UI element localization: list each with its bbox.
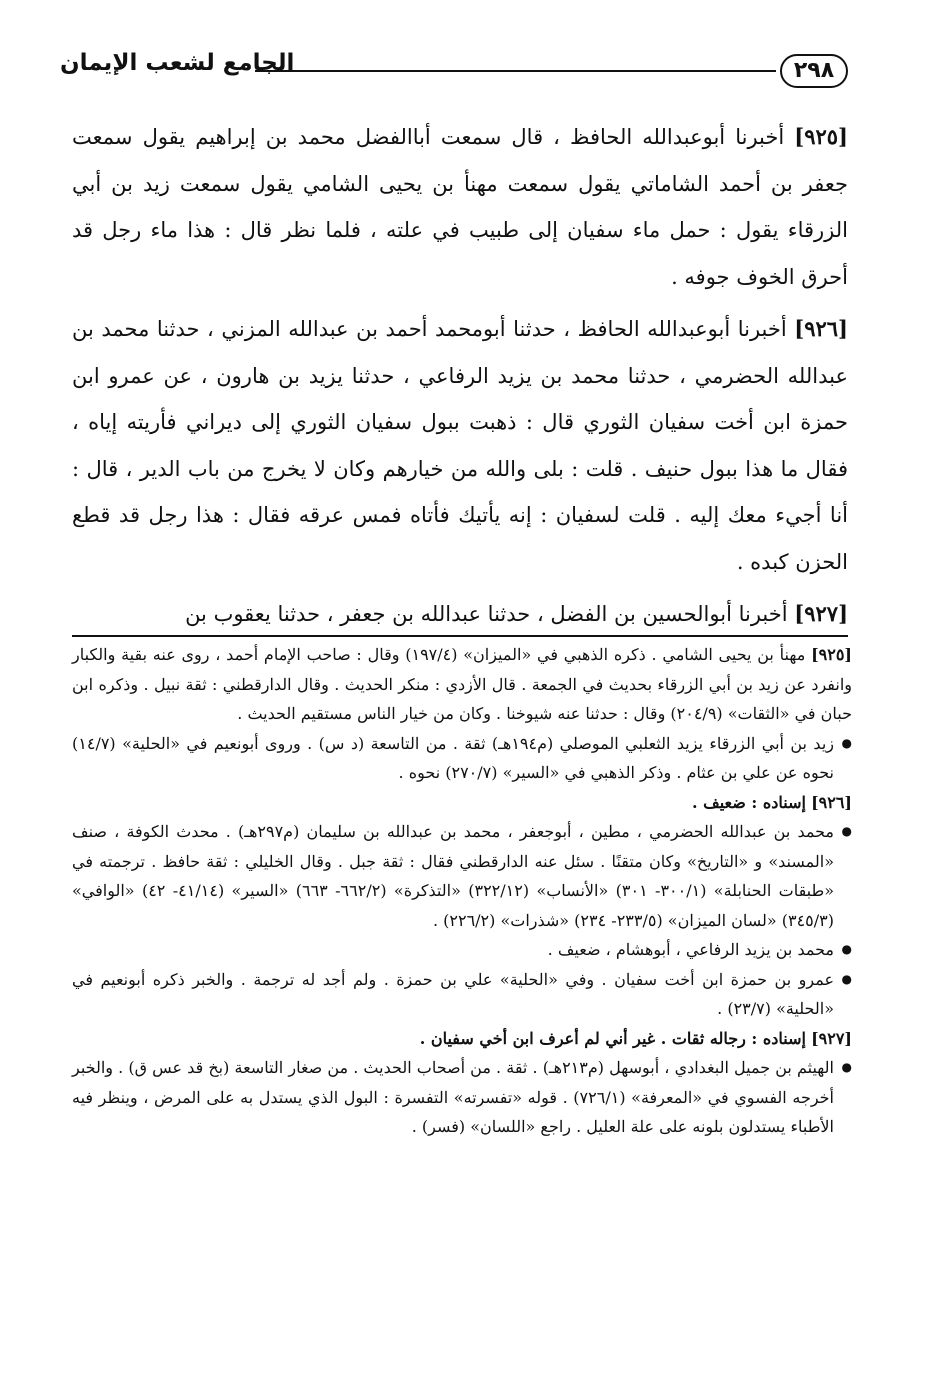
main-text <box>72 114 848 638</box>
note-number: [٩٢٧] <box>811 1028 852 1048</box>
hadith-number: [٩٢٥] <box>794 124 848 149</box>
header-rule <box>255 70 776 72</box>
hadith-text: أخبرنا أبوعبدالله الحافظ ، قال سمعت أباالفضل محمد بن إبراهيم يقول سمعت جعفر بن أحمد الشاماتي يقول سمعت مهنأ بن يحيى الشامي يقول سمعت زيد بن أبي الزرقاء يقول : حمل ماء سفيان إلى طبيب في علته ، فلما نظر قال : هذا ماء رجل قد أحرق الخوف جوفه . <box>72 125 848 289</box>
running-header <box>60 48 848 98</box>
hadith-927 <box>72 591 848 638</box>
note-bullet: ● محمد بن يزيد الرفاعي ، أبوهشام ، ضعيف . <box>72 935 852 965</box>
note-bullet: ● زيد بن أبي الزرقاء يزيد الثعلبي الموصلي (م١٩٤هـ) ثقة . من التاسعة (د س) . وروى أبونعيم في «الحلية» (١٤/٧) نحوه عن علي بن عثام . وذكر الذهبي في «السير» (٢٧٠/٧) نحوه . <box>72 729 852 788</box>
note-926 <box>72 788 852 818</box>
note-heading: إسناده : رجاله ثقات . غير أني لم أعرف ابن أخي سفيان . <box>419 1028 806 1048</box>
note-heading: إسناده : ضعيف . <box>692 792 806 812</box>
note-bullet: ● عمرو بن حمزة ابن أخت سفيان . وفي «الحلية» علي بن حمزة . ولم أجد له ترجمة . والخبر ذكره أبونعيم في «الحلية» (٢٣/٧) . <box>72 965 852 1024</box>
note-bullet: ● الهيثم بن جميل البغدادي ، أبوسهل (م٢١٣هـ) . ثقة . من أصحاب الحديث . من صغار التاسعة (بخ قد عس ق) . والخبر أخرجه الفسوي في «المعرفة» (٧٢٦/١) . قوله «تفسرته» التفسرة : البول الذي يستدل به على المرض ، وينظر فيه الأطباء يستدلون بلونه على علة العليل . راجع «اللسان» (فسر) . <box>72 1053 852 1142</box>
note-927 <box>72 1024 852 1054</box>
note-bullet: ● محمد بن عبدالله الحضرمي ، مطين ، أبوجعفر ، محمد بن عبدالله بن سليمان (م٢٩٧هـ) . محدث الكوفة ، صنف «المسند» و «التاريخ» وكان متقنًا . سئل عنه الدارقطني فقال : ثقة جبل . وقال الخليلي : ثقة حافظ . ترجمته في «طبقات الحنابلة» (٣٠٠/١- ٣٠١) «الأنساب» (٣٢٢/١٢) «التذكرة» (٦٦٢/٢- ٦٦٣) «السير» (٤١/١٤- ٤٢) «الوافي» (٣٤٥/٣) «لسان الميزان» (٢٣٣/٥- ٢٣٤) «شذرات» (٢٢٦/٢) . <box>72 817 852 935</box>
note-925 <box>72 640 852 729</box>
page-number: ٢٩٨ <box>780 54 848 88</box>
note-number: [٩٢٦] <box>811 792 852 812</box>
hadith-number: [٩٢٦] <box>794 316 848 341</box>
hadith-926 <box>72 306 848 585</box>
hadith-text: أخبرنا أبوعبدالله الحافظ ، حدثنا أبومحمد أحمد بن عبدالله المزني ، حدثنا محمد بن عبدالله الحضرمي ، حدثنا محمد بن يزيد الرفاعي ، حدثنا يزيد بن هارون ، عن عمرو ابن حمزة ابن أخت سفيان الثوري قال : ذهبت ببول سفيان الثوري إلى ديراني فأريته إياه ، فقال ما هذا ببول حنيف . قلت : بلى والله من خيارهم وكان لا يخرج من باب الدير ، قال : أنا أجيء معك إليه . قلت لسفيان : إنه يأتيك فأتاه فمس عرقه فقال : هذا رجل قد قطع الحزن كبده . <box>72 317 848 574</box>
hadith-925 <box>72 114 848 300</box>
footnote-separator <box>72 635 848 637</box>
footnotes <box>72 640 852 1142</box>
note-number: [٩٢٥] <box>811 645 852 664</box>
book-title: الجامع لشعب الإيمان <box>60 50 295 76</box>
note-text: مهنأ بن يحيى الشامي . ذكره الذهبي في «الميزان» (١٩٧/٤) وقال : صاحب الإمام أحمد ، روى عنه بقية والكبار وانفرد عن زيد بن أبي الزرقاء بحديث في الجمعة . قال الأزدي : منكر الحديث . وقال الدارقطني : ثقة نبيل . وذكره ابن حبان في «الثقات» (٢٠٤/٩) وقال : حدثنا عنه شيوخنا . وكان من خيار الناس مستقيم الحديث . <box>72 645 852 723</box>
hadith-text: أخبرنا أبوالحسين بن الفضل ، حدثنا عبدالله بن جعفر ، حدثنا يعقوب بن <box>185 602 788 626</box>
hadith-number: [٩٢٧] <box>794 601 848 626</box>
